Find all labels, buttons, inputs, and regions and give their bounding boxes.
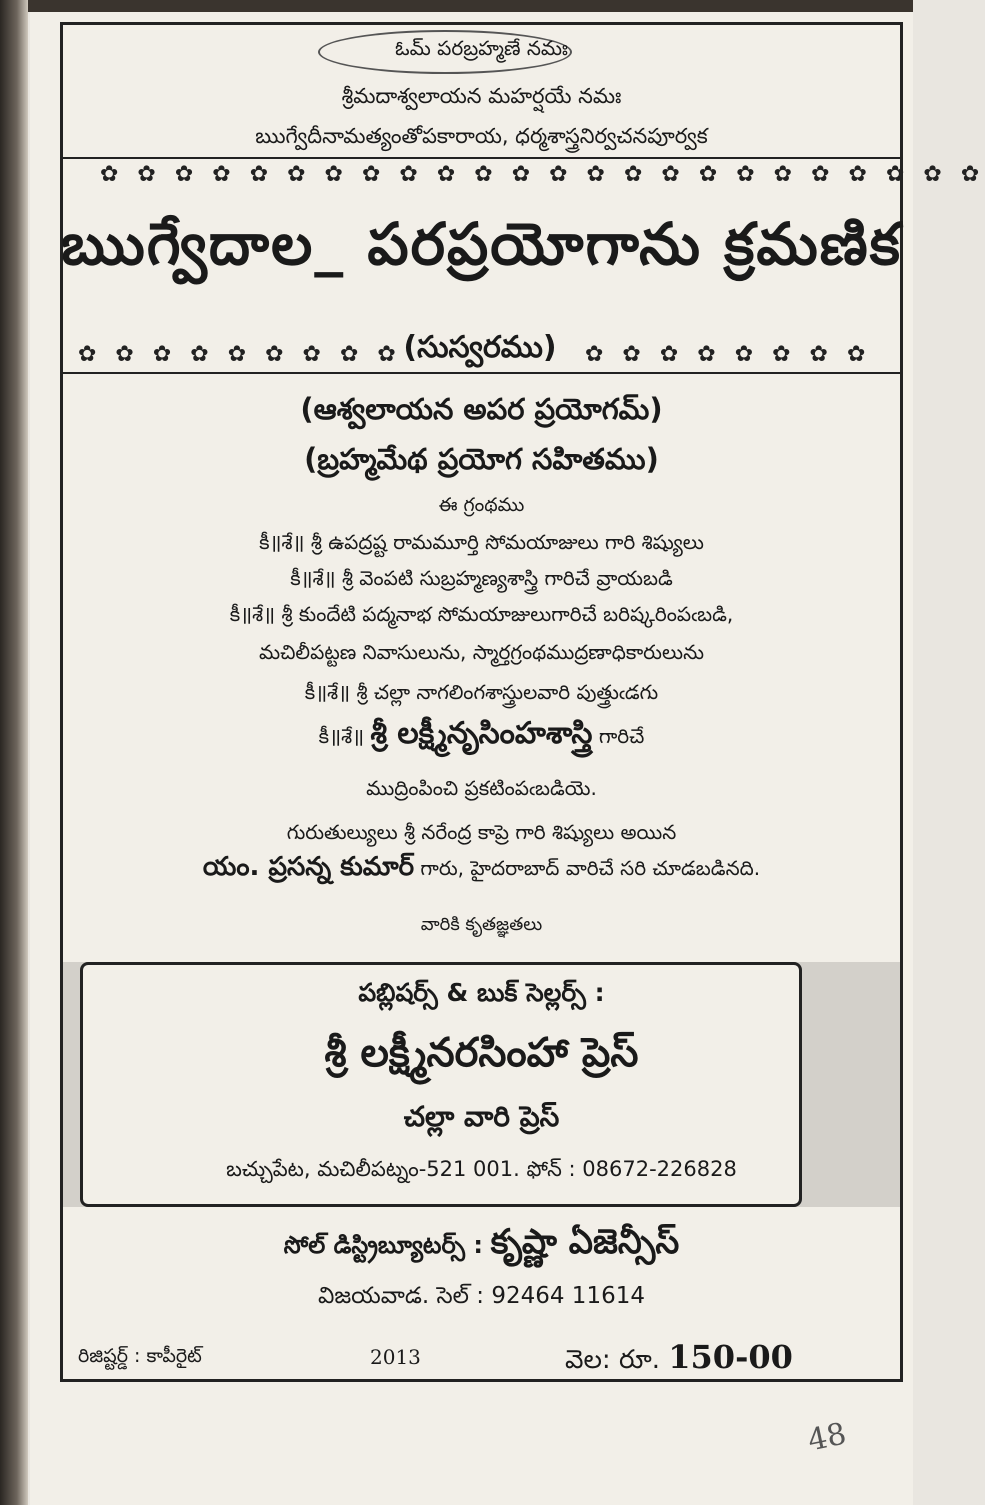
invocation-line-1: ఓమ్ పరబ్రహ్మణే నమః [395, 36, 568, 60]
desc-line-2: కీ॥శే॥ శ్రీ ఉపద్రష్ట రామమూర్తి సోమయాజులు గారి శిష్యులు [259, 530, 704, 554]
publisher-alt-name: చల్లా వారి ప్రెస్ [403, 1100, 560, 1133]
guru-line: గురుతుల్యులు శ్రీ నరేంద్ర కాప్రె గారి శిష్యులు అయిన [286, 820, 677, 844]
price-line [565, 1338, 793, 1381]
distributor-line [60, 1222, 903, 1270]
flower-border-left: ✿ ✿ ✿ ✿ ✿ ✿ ✿ ✿ ✿ [78, 342, 402, 367]
publication-year: 2013 [370, 1345, 421, 1369]
top-edge-shadow [28, 0, 913, 12]
lakshmi-name: శ్రీ లక్ష్మీనృసింహశాస్త్రి [370, 716, 593, 751]
edition-line-2: (బ్రహ్మమేథ ప్రయోగ సహితము) [304, 442, 659, 476]
publisher-address: బచ్చుపేట, మచిలీపట్నం-521 001. ఫోన్ : 08672-226828 [226, 1157, 737, 1181]
edition-line-1: (ఆశ్వలాయన అపర ప్రయోగమ్) [300, 392, 663, 426]
lakshmi-suffix: గారిచే [598, 724, 645, 748]
title-divider [63, 372, 900, 374]
desc-line-6: కీ॥శే॥ శ్రీ చల్లా నాగలింగశాస్త్రులవారి పుత్త్రుఁడగు [304, 680, 659, 704]
desc-line-3: కీ॥శే॥ శ్రీ వెంపటి సుబ్రహ్మణ్యశాస్త్రి గారిచే వ్రాయబడి [290, 566, 673, 590]
printed-line: ముద్రింపించి ప్రకటింపఁబడియె. [366, 776, 597, 800]
desc-line-1: ఈ గ్రంథము [438, 494, 525, 516]
handwritten-note: 48 [804, 1416, 850, 1459]
distributor-name: కృష్ణా ఏజెన్సీస్ [490, 1222, 680, 1262]
desc-line-5: మచిలీపట్టణ నివాసులును, స్మార్తగ్రంథముద్రణాధికారులును [258, 640, 705, 664]
header-subtitle: ఋగ్వేదీనామత్యంతోపకారాయ, ధర్మశాస్త్రనిర్వచనపూర్వక [255, 124, 708, 148]
invocation-line-2: శ్రీమదాశ్వలాయన మహర్షయే నమః [341, 84, 622, 108]
distributor-label: సోల్ డిస్ట్రిబ్యూటర్స్ : [283, 1231, 483, 1259]
prasanna-rest: గారు, హైదరాబాద్ వారిచే సరి చూడబడినది. [420, 856, 761, 880]
lakshmi-prefix: కీ॥శే॥ [318, 724, 365, 748]
book-subtitle: (సుస్వరము) [403, 330, 557, 365]
top-divider [63, 157, 900, 159]
lakshmi-line [60, 716, 903, 758]
book-spine-shadow [0, 0, 28, 1505]
registered-copyright: రిజిష్టర్డ్ : కాపీరైట్ [78, 1345, 202, 1367]
flower-border-right: ✿ ✿ ✿ ✿ ✿ ✿ ✿ ✿ [585, 342, 872, 367]
price-label: వెల: రూ. [565, 1345, 660, 1375]
thanks-line: వారికి కృతజ్ఞతలు [420, 914, 543, 935]
publisher-label: పబ్లిషర్స్ & బుక్ సెల్లర్స్ : [358, 978, 605, 1007]
flower-border-top: ✿ ✿ ✿ ✿ ✿ ✿ ✿ ✿ ✿ ✿ ✿ ✿ ✿ ✿ ✿ ✿ ✿ ✿ ✿ ✿ ✿ ✿ ✿ ✿ [100, 162, 985, 187]
prasanna-name: యం. ప్రసన్న కుమార్ [202, 852, 415, 882]
book-title: ఋగ్వేదాల_ పరప్రయోగాను క్రమణిక [61, 210, 902, 278]
publisher-name: శ్రీ లక్ష్మీనరసింహా ప్రెస్ [324, 1030, 639, 1076]
proofread-line [60, 852, 903, 888]
price-value: 150-00 [668, 1338, 793, 1376]
distributor-contact: విజయవాడ. సెల్ : 92464 11614 [318, 1283, 645, 1309]
desc-line-4: కీ॥శే॥ శ్రీ కుందేటి పద్మనాభ సోమయాజులుగారిచే బరిష్కరింపఁబడి, [229, 602, 734, 626]
